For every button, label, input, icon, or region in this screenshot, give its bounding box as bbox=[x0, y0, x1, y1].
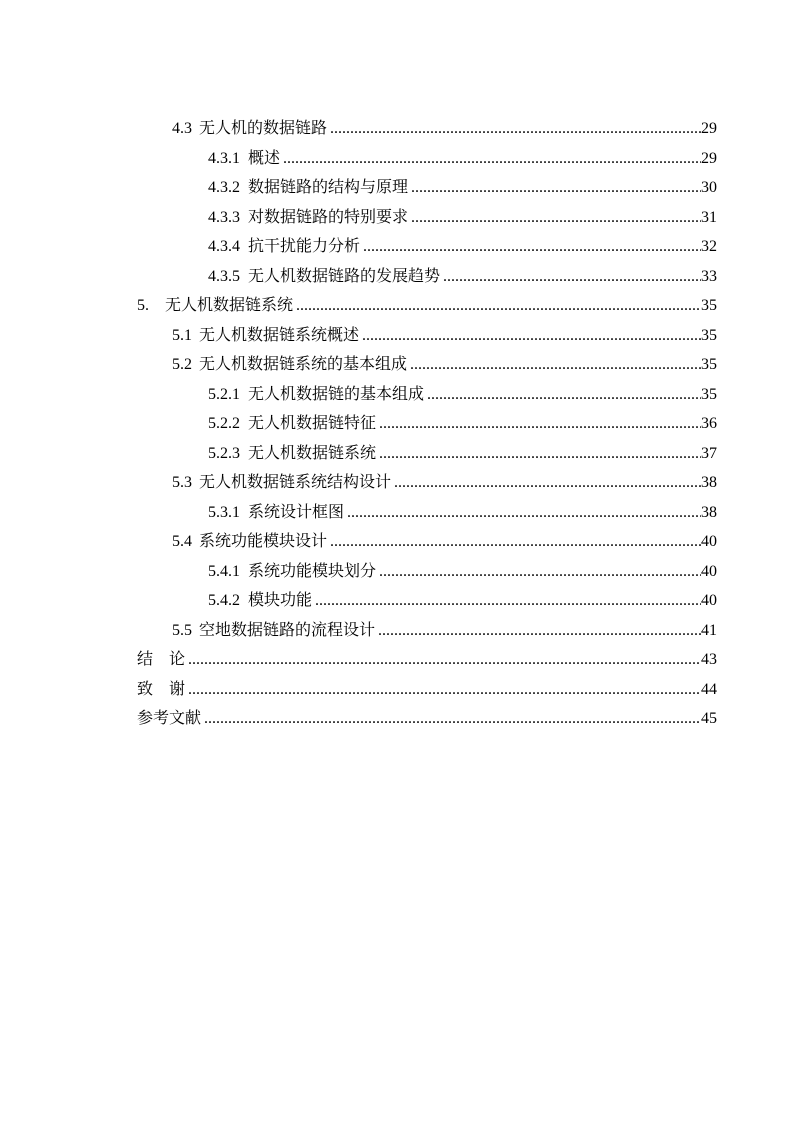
toc-entry[interactable] bbox=[0, 527, 717, 557]
toc-entry-page: 38 bbox=[701, 503, 717, 521]
toc-dot-leader bbox=[376, 409, 701, 439]
toc-entry-title: 无人机数据链系统结构设计 bbox=[199, 474, 392, 491]
toc-entry-title: 结 论 bbox=[137, 651, 186, 668]
toc-entry-number: 4.3.1 bbox=[208, 149, 240, 167]
toc-dot-leader bbox=[391, 468, 701, 498]
toc-entry[interactable] bbox=[0, 645, 717, 675]
toc-dot-leader bbox=[440, 262, 701, 292]
toc-entry[interactable] bbox=[0, 675, 717, 705]
toc-entry-title: 无人机数据链系统 bbox=[248, 444, 377, 462]
toc-entry-page: 35 bbox=[701, 326, 717, 344]
toc-dot-leader bbox=[360, 232, 701, 262]
toc-entry-page: 40 bbox=[701, 533, 717, 550]
toc-entry-title: 模块功能 bbox=[248, 592, 313, 609]
toc-entry[interactable] bbox=[0, 439, 717, 469]
toc-entry-page: 40 bbox=[701, 592, 717, 609]
toc-entry[interactable] bbox=[0, 468, 717, 498]
toc-dot-leader bbox=[327, 114, 701, 144]
toc-entry[interactable] bbox=[0, 232, 717, 262]
toc-entry-number: 5.4.1 bbox=[208, 562, 240, 580]
toc-entry-number: 5.2.2 bbox=[208, 415, 240, 432]
toc-entry-number: 5.4.2 bbox=[208, 592, 240, 609]
toc-dot-leader bbox=[408, 173, 701, 203]
toc-entry-number: 4.3.3 bbox=[208, 208, 240, 226]
toc-entry-number: 4.3.2 bbox=[208, 179, 240, 196]
toc-entry-page: 35 bbox=[701, 356, 717, 373]
toc-entry-number: 5.3 bbox=[172, 474, 192, 491]
toc-entry-title: 无人机数据链的基本组成 bbox=[248, 385, 425, 403]
toc-dot-leader bbox=[408, 203, 701, 233]
toc-entry[interactable] bbox=[0, 586, 717, 616]
toc-entry-title: 参考文献 bbox=[137, 710, 202, 727]
toc-entry-page: 36 bbox=[701, 415, 717, 432]
toc-entry[interactable] bbox=[0, 114, 717, 144]
toc-dot-leader bbox=[201, 704, 701, 734]
toc-entry-number: 5.5 bbox=[172, 621, 192, 639]
toc-entry-page: 35 bbox=[701, 385, 717, 403]
toc-dot-leader bbox=[185, 645, 701, 675]
toc-entry-title: 无人机数据链系统 bbox=[165, 297, 294, 314]
toc-entry-page: 30 bbox=[701, 179, 717, 196]
toc-entry-page: 40 bbox=[701, 562, 717, 580]
toc-entry[interactable] bbox=[0, 409, 717, 439]
toc-entry-title: 系统功能模块划分 bbox=[248, 562, 377, 580]
toc-dot-leader bbox=[424, 380, 701, 410]
toc-dot-leader bbox=[375, 616, 701, 646]
toc-dot-leader bbox=[280, 144, 701, 174]
toc-entry-title: 抗干扰能力分析 bbox=[248, 238, 361, 255]
toc-entry[interactable] bbox=[0, 203, 717, 233]
toc-entry-title: 概述 bbox=[248, 149, 281, 167]
toc-entry-number: 5.4 bbox=[172, 533, 192, 550]
toc-entry[interactable] bbox=[0, 380, 717, 410]
toc-entry-title: 系统设计框图 bbox=[248, 503, 345, 521]
toc bbox=[0, 114, 717, 734]
toc-entry-page: 29 bbox=[701, 120, 717, 137]
toc-entry-title: 无人机数据链路的发展趋势 bbox=[248, 267, 441, 285]
toc-entry-page: 45 bbox=[701, 710, 717, 727]
toc-entry-page: 44 bbox=[701, 680, 717, 698]
toc-entry-page: 35 bbox=[701, 297, 717, 314]
toc-entry[interactable] bbox=[0, 350, 717, 380]
toc-entry[interactable] bbox=[0, 321, 717, 351]
toc-entry-number: 5.3.1 bbox=[208, 503, 240, 521]
toc-entry-title: 无人机的数据链路 bbox=[199, 120, 328, 137]
toc-entry-title: 无人机数据链特征 bbox=[248, 415, 377, 432]
toc-entry-page: 37 bbox=[701, 444, 717, 462]
toc-dot-leader bbox=[185, 675, 701, 705]
toc-entry[interactable] bbox=[0, 173, 717, 203]
toc-entry[interactable] bbox=[0, 262, 717, 292]
toc-dot-leader bbox=[407, 350, 701, 380]
toc-entry-page: 29 bbox=[701, 149, 717, 167]
toc-entry-title: 致 谢 bbox=[137, 680, 186, 698]
toc-entry-number: 5.2.1 bbox=[208, 385, 240, 403]
toc-entry-title: 数据链路的结构与原理 bbox=[248, 179, 409, 196]
toc-entry-number: 5.2.3 bbox=[208, 444, 240, 462]
toc-entry-page: 43 bbox=[701, 651, 717, 668]
toc-dot-leader bbox=[376, 557, 701, 587]
toc-entry[interactable] bbox=[0, 144, 717, 174]
toc-entry-title: 空地数据链路的流程设计 bbox=[199, 621, 376, 639]
toc-entry[interactable] bbox=[0, 557, 717, 587]
toc-entry-page: 33 bbox=[701, 267, 717, 285]
toc-entry-title: 系统功能模块设计 bbox=[199, 533, 328, 550]
toc-entry-number: 4.3 bbox=[172, 120, 192, 137]
toc-entry-page: 41 bbox=[701, 621, 717, 639]
toc-entry-title: 无人机数据链系统的基本组成 bbox=[199, 356, 408, 373]
toc-entry[interactable] bbox=[0, 616, 717, 646]
toc-dot-leader bbox=[376, 439, 701, 469]
toc-entry-number: 4.3.4 bbox=[208, 238, 240, 255]
toc-entry-page: 31 bbox=[701, 208, 717, 226]
toc-entry-page: 32 bbox=[701, 238, 717, 255]
toc-entry[interactable] bbox=[0, 498, 717, 528]
toc-dot-leader bbox=[344, 498, 701, 528]
toc-entry-page: 38 bbox=[701, 474, 717, 491]
toc-entry[interactable] bbox=[0, 291, 717, 321]
toc-entry-number: 5. bbox=[137, 297, 149, 314]
toc-dot-leader bbox=[359, 321, 701, 351]
toc-entry-number: 4.3.5 bbox=[208, 267, 240, 285]
toc-dot-leader bbox=[312, 586, 701, 616]
toc-entry-title: 对数据链路的特别要求 bbox=[248, 208, 409, 226]
toc-entry-title: 无人机数据链系统概述 bbox=[199, 326, 360, 344]
toc-dot-leader bbox=[293, 291, 701, 321]
toc-dot-leader bbox=[327, 527, 701, 557]
toc-entry-number: 5.2 bbox=[172, 356, 192, 373]
toc-entry[interactable] bbox=[0, 704, 717, 734]
toc-entry-number: 5.1 bbox=[172, 326, 192, 344]
